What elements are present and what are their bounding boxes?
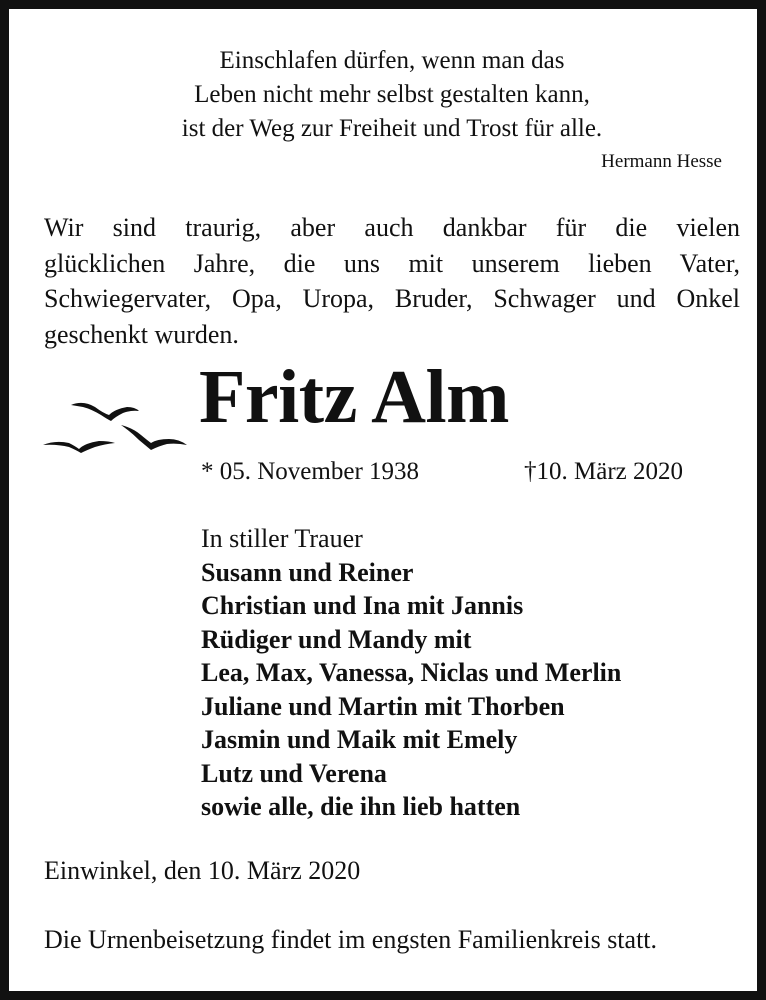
death-date: †10. März 2020 — [524, 458, 683, 485]
mourner-line: Jasmin und Maik mit Emely — [201, 725, 518, 754]
life-dates — [201, 458, 721, 492]
mourner-line: sowie alle, die ihn lieb hatten — [201, 792, 521, 821]
intro-paragraph — [44, 210, 740, 352]
intro-line: Wir sind traurig, aber auch dankbar für die vielen — [44, 213, 740, 242]
quote-author: Hermann Hesse — [601, 151, 722, 172]
mourners-list — [201, 522, 621, 824]
mourners-intro: In stiller Trauer — [201, 524, 363, 553]
intro-line: glücklichen Jahre, die uns mit unserem lieben Vater, — [44, 248, 740, 278]
mourner-line: Lea, Max, Vanessa, Niclas und Merlin — [201, 658, 622, 687]
quote-line: Einschlafen dürfen, wenn man das — [219, 47, 565, 74]
flying-birds-icon — [43, 397, 189, 459]
mourner-line: Rüdiger und Mandy mit — [201, 624, 472, 654]
quote-line: Leben nicht mehr selbst gestalten kann, — [194, 81, 590, 108]
mourner-line: Lutz und Verena — [201, 758, 387, 788]
place-date: Einwinkel, den 10. März 2020 — [44, 856, 361, 885]
quote-line: ist der Weg zur Freiheit und Trost für alle. — [181, 115, 603, 142]
burial-notice: Die Urnenbeisetzung findet im engsten Familienkreis statt. — [44, 925, 658, 954]
mourner-line: Christian und Ina mit Jannis — [201, 591, 524, 620]
deceased-name: Fritz Alm — [199, 355, 509, 439]
intro-line: Schwiegervater, Opa, Uropa, Bruder, Schwager und Onkel — [44, 284, 740, 313]
intro-line: geschenkt wurden. — [44, 319, 239, 349]
bird-left — [43, 441, 115, 453]
mourner-line: Susann und Reiner — [201, 557, 414, 587]
birth-date: * 05. November 1938 — [201, 458, 420, 485]
quote-block — [109, 44, 675, 146]
mourner-line: Juliane und Martin mit Thorben — [201, 691, 565, 721]
bird-top — [71, 403, 139, 421]
bird-right — [121, 425, 187, 450]
